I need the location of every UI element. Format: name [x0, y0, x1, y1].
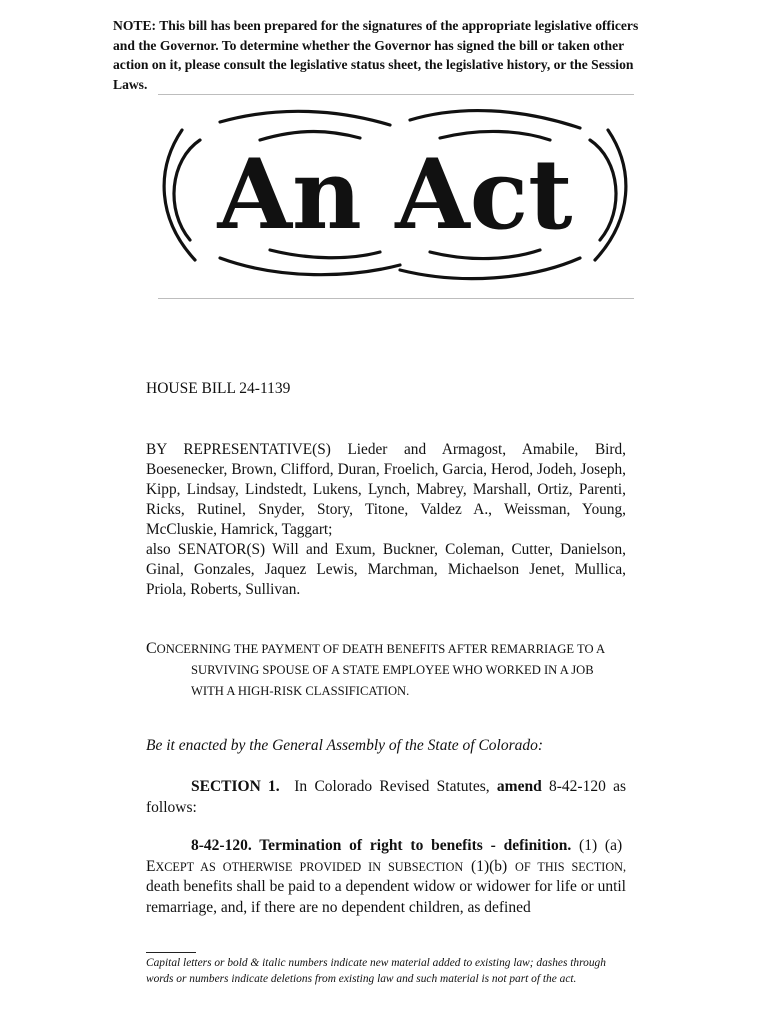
representatives-list: BY REPRESENTATIVE(S) Lieder and Armagost, Amabile, Bird, Boesenecker, Brown, Clifford, Duran, Froelich, Garcia, Herod, Jodeh, Joseph, Kipp, Lindsay, Lindstedt, Lukens, Lynch, Mabrey, Marshall, Ortiz, Parenti, Ricks, Rutinel, Snyder, Story, Titone, Valdez A., Weissman, Young, McCluskie, Hamrick, Taggart; [146, 441, 626, 538]
statute-reference: (1)(b) [471, 857, 508, 875]
statute-new-text-tail: OF THIS SECTION, [515, 859, 626, 874]
statute-heading: 8-42-120. Termination of right to benefits - definition. [191, 837, 572, 854]
section-1-label: SECTION 1. [191, 778, 280, 795]
header-divider-bottom [158, 298, 634, 299]
bill-number: HOUSE BILL 24-1139 [146, 380, 291, 397]
enacting-clause: Be it enacted by the General Assembly of the State of Colorado: [146, 737, 544, 754]
footnote: Capital letters or bold & italic numbers indicate new material added to existing law; dashes through words or numbers indicate deletions from existing law and such material is not part of the act. [146, 957, 606, 986]
footnote-divider [146, 952, 196, 953]
bill-title-text: ONCERNING THE PAYMENT OF DEATH BENEFITS AFTER REMARRIAGE TO A SURVIVING SPOUSE OF A STATE EMPLOYEE WHO WORKED IN A JOB WITH A HIGH-RISK CLASSIFICATION. [156, 642, 605, 698]
statute-body: death benefits shall be paid to a dependent widow or widower for life or until remarriage, and, if there are no dependent children, as defined [146, 878, 626, 916]
bill-title [146, 638, 628, 702]
header-divider-top [158, 94, 634, 95]
section-1-text: In Colorado Revised Statutes, [294, 778, 490, 795]
sponsors-block [146, 440, 626, 600]
section-1 [146, 776, 626, 818]
statute-new-lead: E [146, 857, 156, 875]
statute-new-text: XCEPT AS OTHERWISE PROVIDED IN SUBSECTION [155, 859, 464, 874]
statute-subsection: (1) (a) [579, 837, 623, 854]
senators-list: also SENATOR(S) Will and Exum, Buckner, Coleman, Cutter, Danielson, Ginal, Gonzales, Jaquez Lewis, Marchman, Michaelson Jenet, Mullica, Priola, Roberts, Sullivan. [146, 541, 626, 598]
signature-note: NOTE: This bill has been prepared for the signatures of the appropriate legislative officers and the Governor. To determine whether the Governor has signed the bill or taken other action on it, please consult the legislative status sheet, the legislative history, or the Session Laws. [113, 18, 639, 92]
section-1-amend: amend [496, 778, 542, 795]
bill-title-initial: C [146, 640, 157, 657]
an-act-logo [160, 100, 630, 290]
logo-text: An Act [217, 138, 573, 251]
section-1-text-tail: 8-42-120 as follows: [146, 778, 627, 816]
statute-text [146, 836, 626, 918]
